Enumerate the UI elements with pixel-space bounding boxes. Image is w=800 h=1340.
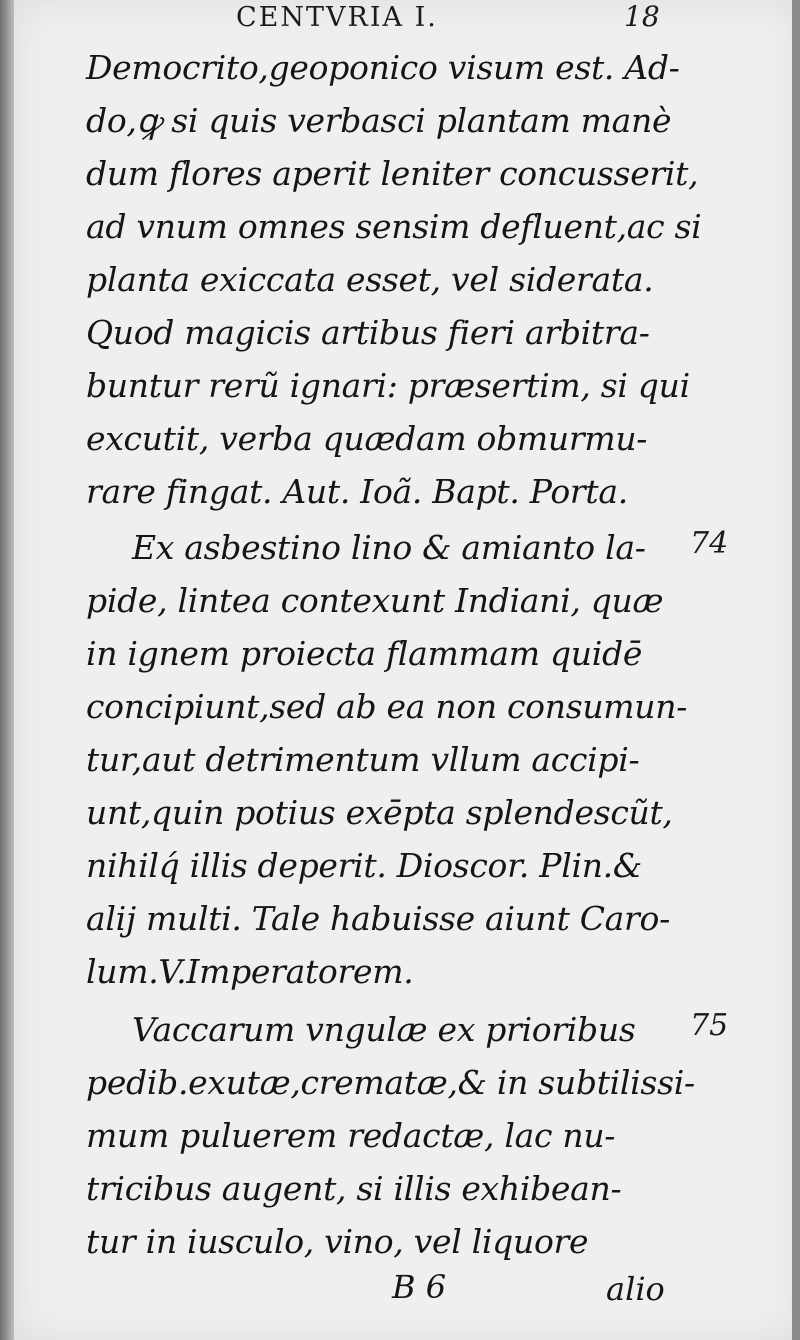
text-line: Vaccarum vngulæ ex prioribus [132,1010,636,1049]
signature-mark: B 6 [392,1268,447,1306]
margin-number: 74 [690,526,729,561]
text-line: concipiunt,sed ab ea non consumun- [86,687,688,726]
text-line: Democrito,geoponico visum est. Ad- [86,48,680,87]
text-line: nihilq́ illis deperit. Dioscor. Plin.& [86,846,642,885]
text-line: alij multi. Tale habuisse aiunt Caro- [86,899,670,938]
text-line: pide, lintea contexunt Indiani, quæ [86,581,664,620]
page-right-edge [792,0,800,1340]
text-line: pedib.exutæ,crematæ,& in subtilissi- [86,1063,695,1102]
text-line: unt,quin potius exēpta splendescũt, [86,793,673,832]
text-line: Quod magicis artibus fieri arbitra- [86,313,650,352]
text-line: tricibus augent, si illis exhibean- [86,1169,622,1208]
text-line: do,ꝙ si quis verbasci plantam manè [86,101,672,140]
text-line: Ex asbestino lino & amianto la- [132,528,646,567]
text-line: dum flores aperit leniter concusserit, [86,154,699,193]
text-line: planta exiccata esset, vel siderata. [86,260,654,299]
text-line: rare fingat. Aut. Ioã. Bapt. Porta. [86,472,628,511]
text-line: tur in iusculo, vino, vel liquore [86,1222,589,1261]
text-line: buntur rerũ ignari: præsertim, si qui [86,366,690,405]
catchword: alio [606,1270,665,1308]
page-left-edge [0,0,14,1340]
text-line: mum puluerem redactæ, lac nu- [86,1116,616,1155]
text-line: tur,aut detrimentum vllum accipi- [86,740,640,779]
text-line: ad vnum omnes sensim defluent,ac si [86,207,702,246]
running-title: CENTVRIA I. [236,2,438,33]
page-header [14,0,800,40]
text-line: in ignem proiecta flammam quidē [86,634,643,673]
margin-number: 75 [690,1008,729,1043]
text-line: excutit, verba quædam obmurmu- [86,419,648,458]
text-line: lum.V.Imperatorem. [86,952,414,991]
book-page [14,0,800,1340]
page-number: 18 [624,0,660,33]
